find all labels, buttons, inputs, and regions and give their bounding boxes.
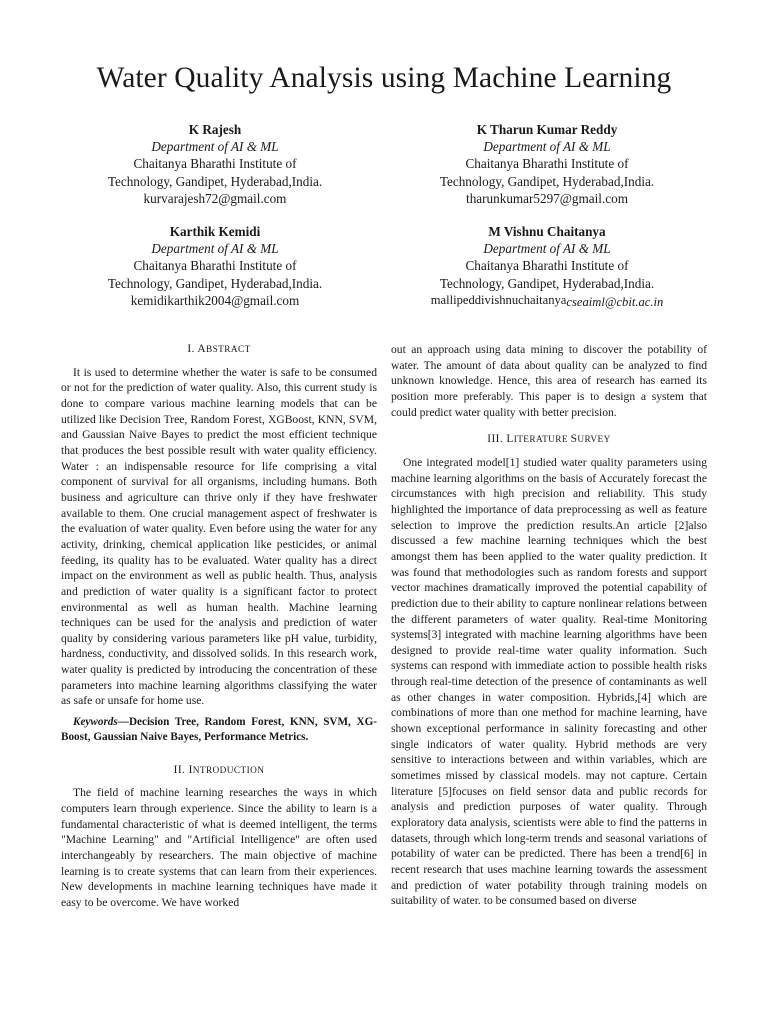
introduction-continued-text: out an approach using data mining to discover the potability of water. The amount of data about quality can be analyzed to find unknown knowledge. Hence, this area of research has earned its position more preferably. This paper is to design a system that could predict water quality with better precision. <box>391 343 707 419</box>
author-institution-line2: Technology, Gandipet, Hyderabad,India. <box>107 173 323 189</box>
introduction-text: The field of machine learning researches the ways in which computers learn through experience. Since the ability to learn is a fundamental characteristic of what is deemed intelligent, the terms "Machine Learning" and "Artificial Intelligence" are often used interchangeably by researchers. The main objective of machine learning is to create systems that can learn from their experiences. New developments in machine learning techniques have made it easy to be overcome. We have worked <box>61 786 377 909</box>
abstract-heading: I. ABSTRACT <box>187 343 251 355</box>
literature-survey-heading: III. LITERATURE SURVEY <box>487 433 611 446</box>
author-name: K Rajesh <box>188 122 242 137</box>
author-institution-line2: Technology, Gandipet, Hyderabad,India. <box>439 173 655 189</box>
introduction-heading: II. INTRODUCTION <box>173 763 265 776</box>
author-institution-line1: Chaitanya Bharathi Institute of <box>133 156 297 172</box>
author-name: Karthik Kemidi <box>169 224 261 239</box>
author-email: kurvarajesh72@gmail.com <box>143 190 287 206</box>
author-department: Department of AI & ML <box>151 139 279 155</box>
author-department: Department of AI & ML <box>483 139 611 155</box>
paper-title: Water Quality Analysis using Machine Learning <box>96 62 672 94</box>
literature-survey-text: One integrated model[1] studied water quality parameters using machine learning algorithms on the basis of Accurately forecast the circumstances with high precision and reliability. This study highlighted the importance of data preprocessing as well as feature selection to improve the prediction results.An article [2]also discussed a few machine learning techniques which the best amongst them has been applied to the water quality prediction. It was found that methodologies such as random forests and support vector machines dramatically improved the potential capability of prediction due to their ability to capture nonlinear relations between the different parameters of water quality. Real-time Monitoring systems[3] integrated with machine learning algorithms have been designed to provide real-time water quality information. Such systems can respond with immediate action to possible health risks through real-time detection of the presence of contaminants as well as other changes in water composition. Hybrids,[4] which are combinations of more than one method for machine learning, have shown exceptional performance in salinity forecasting and other single indicators of water quality. Hybrid methods are very sensitive to interactions between and within variables, which are sometimes missed by classical models. may not capture. Certain literature [5]focuses on field sensor data and public records for analysis and prediction purposes of water quality. Through exploratory data analysis, scientists were able to find the patterns in datasets, through which long-term trends and seasonal variations of potability of water can be predicted. There has been a trend[6] in recent research that uses machine learning towards the assessment and prediction of water potability through training models on suitability of water. to be consumed based on diverse <box>391 455 707 908</box>
author-block-2 <box>397 121 697 207</box>
author-email: tharunkumar5297@gmail.com <box>466 190 628 206</box>
author-department: Department of AI & ML <box>483 241 611 257</box>
author-institution-line1: Chaitanya Bharathi Institute of <box>133 258 297 274</box>
author-institution-line1: Chaitanya Bharathi Institute of <box>465 258 629 274</box>
author-name: M Vishnu Chaitanya <box>488 224 606 239</box>
author-block-3 <box>65 223 365 309</box>
right-column <box>391 342 707 909</box>
author-name: K Tharun Kumar Reddy <box>476 122 618 137</box>
author-block-4 <box>397 223 697 311</box>
author-institution-line2: Technology, Gandipet, Hyderabad,India. <box>107 275 323 291</box>
author-department: Department of AI & ML <box>151 241 279 257</box>
author-institution-line2: Technology, Gandipet, Hyderabad,India. <box>439 275 655 291</box>
abstract-text: It is used to determine whether the water is safe to be consumed or not for the prediction of water quality. Also, this current study is done to compare various machine learning models that can be utilized like Decision Tree, Random Forest, XGBoost, KNN, SVM, and Gaussian Naive Bayes to predict the most efficient technique that produces the best possible result with water quality efficiency. Water : an indispensable resource for life comprising a vital component of survival for all organisms, including humans. Both business and agriculture can thrive only if they have freshwater available to them. One crucial management aspect of freshwater is the evaluation of water quality. Even before using the water for any activity, drinking, chemical application like pesticides, or animal feeding, its quality has to be evaluated. Water quality has a direct impact on the environment as well as public health. Thus, analysis and prediction of water quality is a significant factor to protect environmental as well as human health. Machine learning techniques can be used for the analysis and prediction of water quality by considering various parameters like pH value, turbidity, hardness, conductivity, and dissolved solids. In this research work, water quality is predicted by introducing the concentration of these parameters into machine learning algorithms classifying the water as safe or unsafe for home use. <box>61 365 377 708</box>
author-block-1 <box>65 121 365 207</box>
author-institution-line1: Chaitanya Bharathi Institute of <box>465 156 629 172</box>
author-email: mallipeddivishnuchaitanya$_{cseaiml@cbit.ac.in}$ <box>430 292 664 309</box>
left-column <box>61 342 377 911</box>
author-email: kemidikarthik2004@gmail.com <box>130 292 300 308</box>
keywords: Keywords—Decision Tree, Random Forest, KNN, SVM, XG-Boost, Gaussian Naive Bayes, Performance Metrics. <box>61 716 377 743</box>
